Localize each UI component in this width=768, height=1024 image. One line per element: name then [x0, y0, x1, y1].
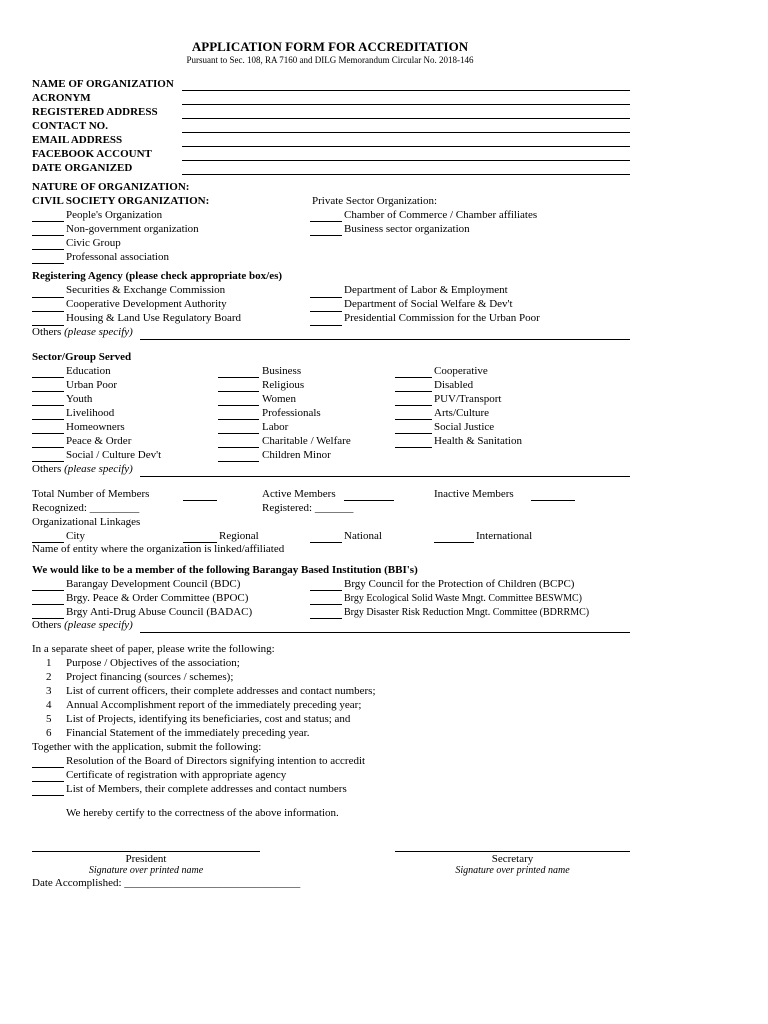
option-label: Arts/Culture — [434, 407, 489, 419]
president-label: President — [125, 853, 167, 865]
option-label: Brgy Anti-Drug Abuse Council (BADAC) — [66, 606, 253, 618]
checkbox-blank[interactable] — [32, 235, 64, 236]
field-line-email[interactable] — [182, 146, 630, 147]
others-label — [32, 462, 133, 476]
field-label-address: REGISTERED ADDRESS — [32, 106, 158, 118]
option-label: Professionals — [262, 407, 321, 419]
checkbox-blank[interactable] — [310, 235, 342, 236]
others-hint: (please specify) — [64, 326, 133, 338]
checkbox-blank[interactable] — [310, 590, 342, 591]
list-item: List of current officers, their complete addresses and contact numbers; — [66, 685, 376, 697]
option-label: Children Minor — [262, 449, 331, 461]
checkbox-blank[interactable] — [395, 391, 432, 392]
field-line-contact[interactable] — [182, 132, 630, 133]
field-label-facebook: FACEBOOK ACCOUNT — [32, 148, 152, 160]
checkbox-blank[interactable] — [32, 447, 64, 448]
option-label: Brgy Ecological Solid Waste Mngt. Committee BESWMC) — [344, 593, 582, 604]
checkbox-blank[interactable] — [32, 795, 64, 796]
list-number: 2 — [46, 671, 52, 683]
option-label: Professonal association — [66, 251, 169, 263]
option-label: Cooperative Development Authority — [66, 298, 227, 310]
option-label: Brgy Disaster Risk Reduction Mngt. Committee (BDRRMC) — [344, 607, 590, 618]
checkbox-blank[interactable] — [32, 405, 64, 406]
checkbox-blank[interactable] — [32, 604, 64, 605]
total-members-label: Total Number of Members — [32, 488, 150, 500]
field-line-facebook[interactable] — [182, 160, 630, 161]
list-item: Financial Statement of the immediately preceding year. — [66, 727, 310, 739]
checkbox-blank[interactable] — [32, 263, 64, 264]
option-label: Securities & Exchange Commission — [66, 284, 226, 296]
checkbox-blank[interactable] — [310, 221, 342, 222]
linkage-option: Regional — [219, 530, 259, 542]
field-line-acronym[interactable] — [182, 104, 630, 105]
private-sector-heading: Private Sector Organization: — [312, 195, 438, 207]
checkbox-blank[interactable] — [32, 781, 64, 782]
others-hint: (please specify) — [64, 463, 133, 475]
option-label: Religious — [262, 379, 305, 391]
checkbox-blank[interactable] — [32, 767, 64, 768]
option-label: Youth — [66, 393, 93, 405]
option-label: Business — [262, 365, 302, 377]
checkbox-blank[interactable] — [32, 391, 64, 392]
checkbox-blank[interactable] — [310, 325, 342, 326]
option-label: Social / Culture Dev't — [66, 449, 162, 461]
field-label-contact: CONTACT NO. — [32, 120, 108, 132]
option-label: PUV/Transport — [434, 393, 502, 405]
option-label: Homeowners — [66, 421, 125, 433]
option-label: Business sector organization — [344, 223, 470, 235]
field-line-name[interactable] — [182, 90, 630, 91]
option-label: Social Justice — [434, 421, 495, 433]
others-specify-line[interactable] — [140, 339, 630, 340]
form-title: APPLICATION FORM FOR ACCREDITATION — [191, 39, 469, 54]
checkbox-blank[interactable] — [32, 297, 64, 298]
agency-heading: Registering Agency (please check appropriate box/es) — [32, 270, 283, 282]
checkbox-blank[interactable] — [218, 433, 259, 434]
others-label — [32, 618, 133, 632]
option-label: Housing & Land Use Regulatory Board — [66, 312, 242, 324]
linkage-option: International — [476, 530, 533, 542]
checkbox-blank[interactable] — [32, 590, 64, 591]
checkbox-blank[interactable] — [218, 461, 259, 462]
checkbox-blank[interactable] — [218, 447, 259, 448]
option-label: Brgy. Peace & Order Committee (BPOC) — [66, 592, 249, 604]
checkbox-blank[interactable] — [218, 419, 259, 420]
option-label: Presidential Commission for the Urban Poor — [344, 312, 540, 324]
checkbox-blank[interactable] — [310, 297, 342, 298]
checkbox-blank[interactable] — [310, 604, 342, 605]
option-label: Civic Group — [66, 237, 121, 249]
nature-heading: NATURE OF ORGANIZATION: — [32, 181, 190, 193]
option-label: Health & Sanitation — [434, 435, 522, 447]
option-label: Disabled — [434, 379, 474, 391]
option-label: Urban Poor — [66, 379, 118, 391]
checkbox-blank[interactable] — [310, 542, 342, 543]
checkbox-blank[interactable] — [218, 377, 259, 378]
checkbox-blank[interactable] — [218, 391, 259, 392]
list-item: Purpose / Objectives of the association; — [66, 657, 240, 669]
requirements-intro: In a separate sheet of paper, please write the following: — [32, 643, 275, 655]
checkbox-blank[interactable] — [395, 377, 432, 378]
others-specify-line[interactable] — [140, 476, 630, 477]
checkbox-blank[interactable] — [32, 419, 64, 420]
checkbox-blank[interactable] — [310, 311, 342, 312]
submit-item: Resolution of the Board of Directors signifying intention to accredit — [66, 755, 366, 767]
others-text: Others — [32, 619, 62, 631]
option-label: Department of Labor & Employment — [344, 284, 508, 296]
field-label-email: EMAIL ADDRESS — [32, 134, 123, 146]
secretary-label: Secretary — [491, 853, 534, 865]
option-label: Women — [262, 393, 296, 405]
total-members-line[interactable] — [183, 500, 217, 501]
checkbox-blank[interactable] — [32, 221, 64, 222]
bbi-heading: We would like to be a member of the following Barangay Based Institution (BBI's) — [32, 564, 418, 576]
submit-item: Certificate of registration with appropriate agency — [66, 769, 287, 781]
checkbox-blank[interactable] — [310, 618, 342, 619]
cso-heading: CIVIL SOCIETY ORGANIZATION: — [32, 195, 210, 207]
others-text: Others — [32, 326, 62, 338]
linkage-option: City — [66, 530, 85, 542]
option-label: Barangay Development Council (BDC) — [66, 578, 241, 590]
together-label: Together with the application, submit the following: — [32, 741, 262, 753]
field-line-address[interactable] — [182, 118, 630, 119]
checkbox-blank[interactable] — [218, 405, 259, 406]
others-label — [32, 325, 133, 339]
others-specify-line[interactable] — [140, 632, 630, 633]
field-label-name: NAME OF ORGANIZATION — [32, 78, 174, 90]
secretary-caption: Signature over printed name — [455, 865, 570, 876]
list-number: 6 — [46, 727, 52, 739]
option-label: Livelihood — [66, 407, 115, 419]
checkbox-blank[interactable] — [32, 377, 64, 378]
inactive-members-line[interactable] — [531, 500, 575, 501]
option-label: Department of Social Welfare & Dev't — [344, 298, 513, 310]
field-label-date-organized: DATE ORGANIZED — [32, 162, 133, 174]
checkbox-blank[interactable] — [395, 447, 432, 448]
sector-heading: Sector/Group Served — [32, 351, 132, 363]
list-item: Project financing (sources / schemes); — [66, 671, 234, 683]
checkbox-blank[interactable] — [395, 419, 432, 420]
checkbox-blank[interactable] — [434, 542, 474, 543]
option-label: Brgy Council for the Protection of Children (BCPC) — [344, 578, 575, 590]
list-number: 5 — [46, 713, 52, 725]
option-label: Labor — [262, 421, 289, 433]
inactive-members-label: Inactive Members — [434, 488, 514, 500]
option-label: Chamber of Commerce / Chamber affiliates — [344, 209, 538, 221]
list-item: Annual Accomplishment report of the immediately preceding year; — [66, 699, 362, 711]
checkbox-blank[interactable] — [32, 249, 64, 250]
field-label-acronym: ACRONYM — [32, 92, 91, 104]
active-members-label: Active Members — [262, 488, 336, 500]
option-label: Charitable / Welfare — [262, 435, 351, 447]
field-line-date-organized[interactable] — [182, 174, 630, 175]
linkage-option: National — [344, 530, 382, 542]
date-accomplished-field[interactable]: Date Accomplished: ________________________________ — [32, 877, 301, 889]
list-item: List of Projects, identifying its beneficiaries, cost and status; and — [66, 713, 351, 725]
recognized-field[interactable]: Recognized: _________ — [32, 502, 140, 514]
list-number: 3 — [46, 685, 52, 697]
linkages-label: Organizational Linkages — [32, 516, 141, 528]
list-number: 1 — [46, 657, 52, 669]
option-label: People's Organization — [66, 209, 163, 221]
registered-field[interactable]: Registered: _______ — [262, 502, 354, 514]
option-label: Education — [66, 365, 111, 377]
others-text: Others — [32, 463, 62, 475]
president-caption: Signature over printed name — [88, 865, 204, 876]
certify-statement: We hereby certify to the correctness of the above information. — [66, 807, 339, 819]
checkbox-blank[interactable] — [395, 405, 432, 406]
others-hint: (please specify) — [64, 619, 133, 631]
list-number: 4 — [46, 699, 52, 711]
form-subtitle: Pursuant to Sec. 108, RA 7160 and DILG Memorandum Circular No. 2018-146 — [186, 55, 474, 65]
option-label: Peace & Order — [66, 435, 132, 447]
checkbox-blank[interactable] — [32, 433, 64, 434]
option-label: Cooperative — [434, 365, 488, 377]
checkbox-blank[interactable] — [395, 433, 432, 434]
checkbox-blank[interactable] — [32, 311, 64, 312]
submit-item: List of Members, their complete addresses and contact numbers — [66, 783, 347, 795]
option-label: Non-government organization — [66, 223, 199, 235]
entity-label: Name of entity where the organization is linked/affiliated — [32, 543, 285, 555]
